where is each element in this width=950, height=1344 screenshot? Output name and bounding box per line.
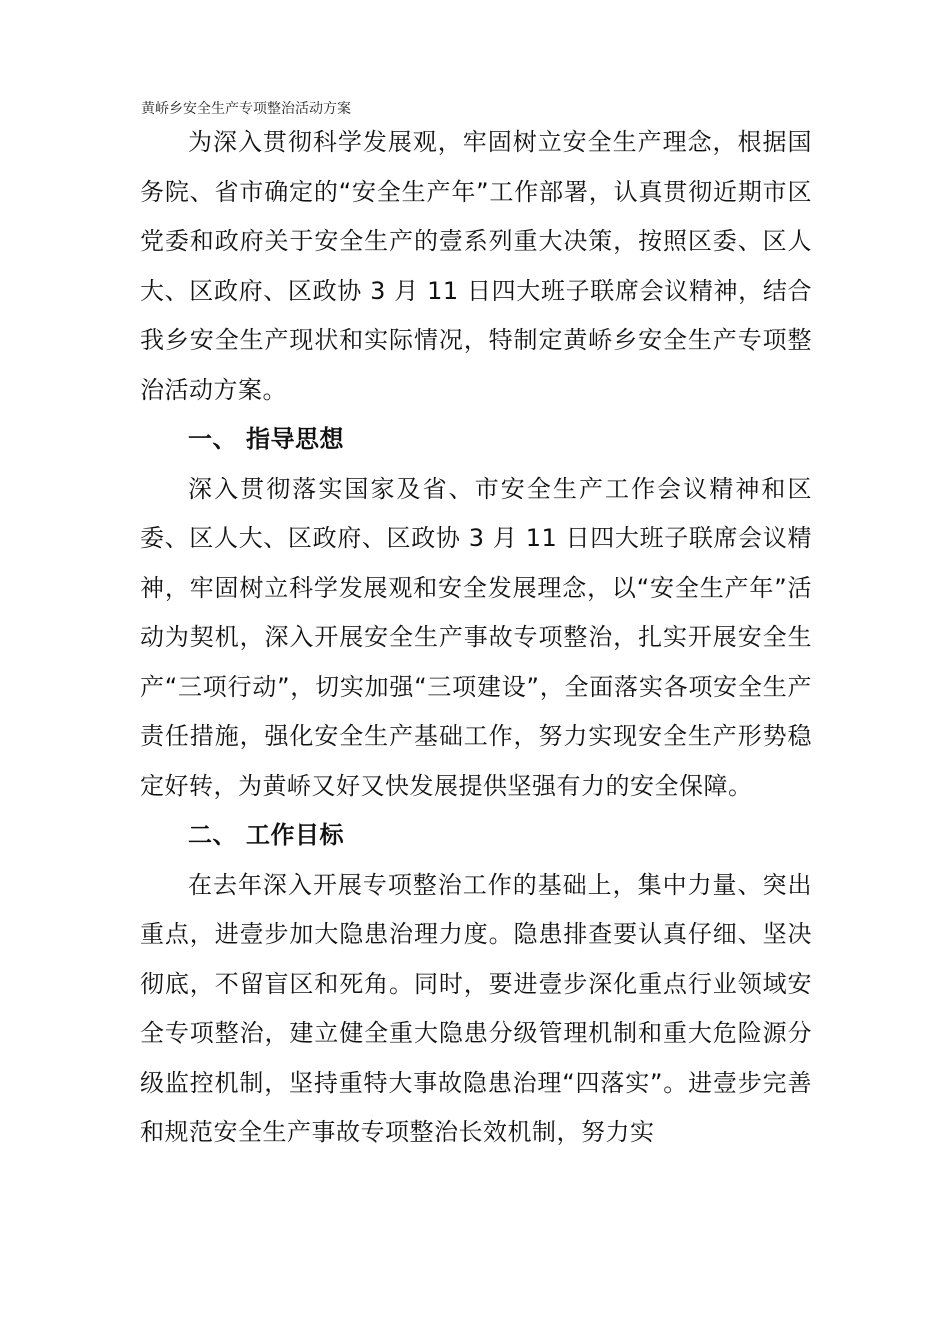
intro-paragraph: 为深入贯彻科学发展观，牢固树立安全生产理念，根据国务院、省市确定的“安全生产年”工作部署，认真贯彻近期市区党委和政府关于安全生产的壹系列重大决策，按照区委、区人大、区政府、区政协 3 月 11 日四大班子联席会议精神，结合我乡安全生产现状和实际情况，特制定黄峤乡安全生产专项整治活动方案。 [140, 128, 812, 404]
section-number: 一、 [188, 425, 237, 453]
section-title: 指导思想 [246, 425, 344, 453]
section-heading-guiding-ideology [140, 415, 812, 465]
section-number: 二、 [188, 821, 237, 849]
work-goals-paragraph: 在去年深入开展专项整治工作的基础上，集中力量、突出重点，进壹步加大隐患治理力度。隐患排查要认真仔细、坚决彻底，不留盲区和死角。同时，要进壹步深化重点行业领域安全专项整治，建立健全重大隐患分级管理机制和重大危险源分级监控机制，坚持重特大事故隐患治理“四落实”。进壹步完善和规范安全生产事故专项整治长效机制，努力实 [140, 870, 812, 1146]
document-header-title: 黄峤乡安全生产专项整治活动方案 [141, 101, 351, 117]
document-body [140, 118, 812, 1158]
section-heading-work-goals [140, 811, 812, 861]
guiding-ideology-paragraph: 深入贯彻落实国家及省、市安全生产工作会议精神和区委、区人大、区政府、区政协 3 月 11 日四大班子联席会议精神，牢固树立科学发展观和安全发展理念，以“安全生产年”活动为契机，深入开展安全生产事故专项整治，扎实开展安全生产“三项行动”，切实加强“三项建设”，全面落实各项安全生产责任措施，强化安全生产基础工作，努力实现安全生产形势稳定好转，为黄峤又好又快发展提供坚强有力的安全保障。 [140, 474, 812, 800]
section-title: 工作目标 [246, 821, 344, 849]
